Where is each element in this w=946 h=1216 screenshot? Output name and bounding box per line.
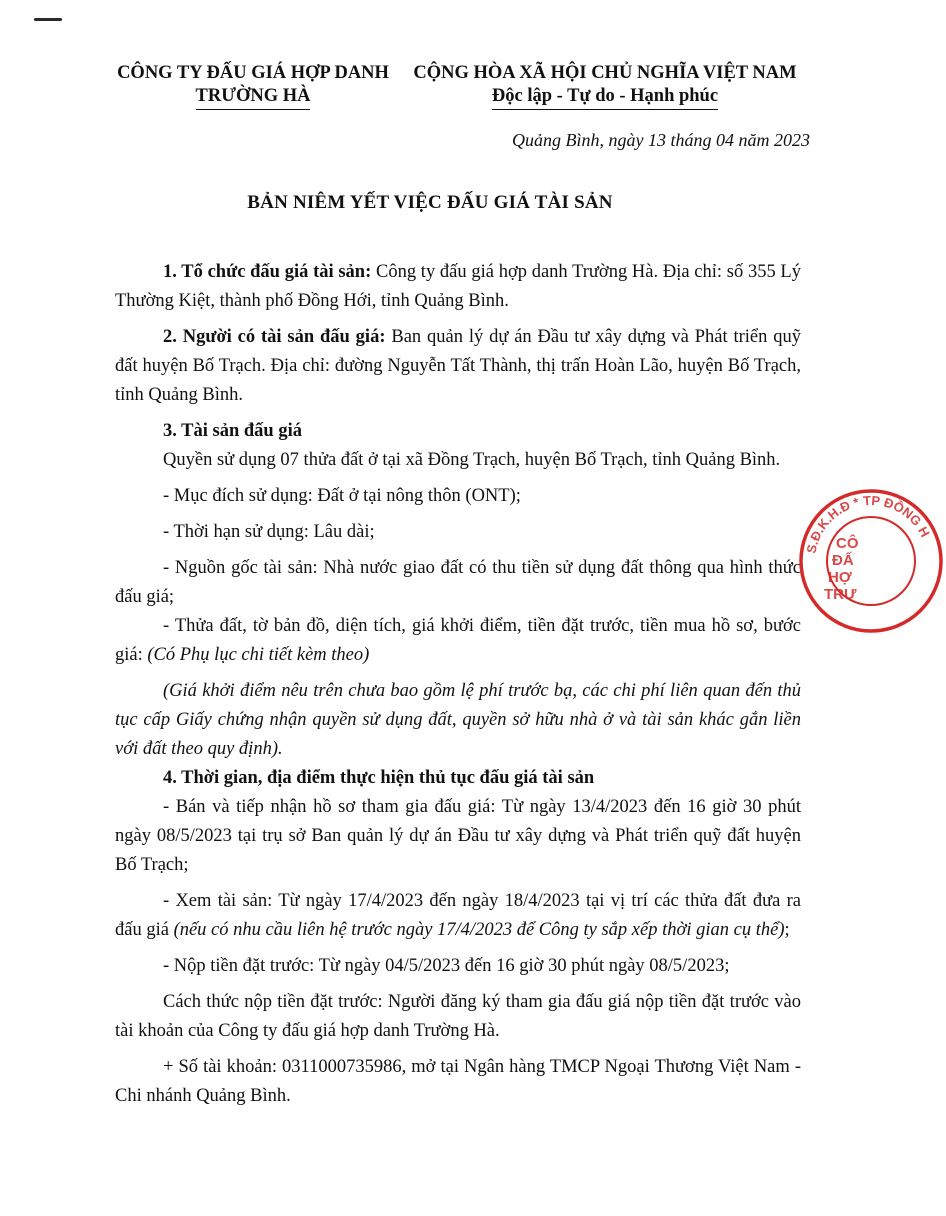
national-motto	[400, 62, 810, 110]
section-3-text: Quyền sử dụng 07 thửa đất ở tại xã Đồng Trạch, huyện Bố Trạch, tỉnh Quảng Bình.	[163, 450, 781, 470]
seal-outer-ring	[801, 491, 941, 631]
section-4-deposit: - Nộp tiền đặt trước: Từ ngày 04/5/2023 đến 16 giờ 30 phút ngày 08/5/2023;	[163, 956, 730, 976]
section-4-heading: 4. Thời gian, địa điểm thực hiện thủ tục đấu giá tài sản	[163, 768, 595, 788]
section-1-heading: 1. Tổ chức đấu giá tài sản:	[163, 262, 372, 282]
section-3-purpose: - Mục đích sử dụng: Đất ở tại nông thôn (ONT);	[163, 486, 521, 506]
company-seal	[796, 486, 946, 636]
seal-center-text: CÔ ĐẤ HỢ TRƯ	[824, 535, 859, 603]
section-4-account: + Số tài khoản: 0311000735986, mở tại Ngân hàng TMCP Ngoại Thương Việt Nam - Chi nhánh Quảng Bình.	[115, 1057, 801, 1106]
section-2-text: Ban quản lý dự án Đầu tư xây dựng và Phát triển quỹ đất huyện Bố Trạch. Địa chỉ: đường Nguyễn Tất Thành, thị trấn Hoàn Lão, huyện Bố Trạch, tỉnh Quảng Bình.	[115, 327, 801, 405]
nation-line-2: Độc lập - Tự do - Hạnh phúc	[492, 85, 718, 110]
section-3-details	[115, 612, 801, 670]
section-4-view-end: ;	[784, 920, 790, 940]
section-2	[115, 323, 801, 410]
seal-ring-text	[804, 493, 933, 555]
organization-name	[108, 62, 398, 110]
section-3-origin: - Nguồn gốc tài sản: Nhà nước giao đất có thu tiền sử dụng đất thông qua hình thức đấu giá;	[115, 558, 801, 607]
section-3-details-italic: (Có Phụ lục chi tiết kèm theo)	[147, 645, 370, 665]
org-line-1: CÔNG TY ĐẤU GIÁ HỢP DANH	[117, 63, 389, 83]
document-date: Quảng Bình, ngày 13 tháng 04 năm 2023	[512, 130, 810, 150]
section-4-view	[115, 887, 801, 945]
section-1	[115, 258, 801, 316]
section-3-term: - Thời hạn sử dụng: Lâu dài;	[163, 522, 375, 542]
section-4-view-text: - Xem tài sản: Từ ngày 17/4/2023 đến ngày 18/4/2023 tại vị trí các thửa đất đưa ra đấu giá	[115, 891, 801, 940]
org-line-2: TRƯỜNG HÀ	[196, 85, 311, 110]
document-title: BẢN NIÊM YẾT VIỆC ĐẤU GIÁ TÀI SẢN	[247, 192, 613, 213]
section-4-view-italic: (nếu có nhu cầu liên hệ trước ngày 17/4/2023 để Công ty sắp xếp thời gian cụ thể)	[173, 920, 785, 940]
section-3-details-text: - Thửa đất, tờ bản đồ, diện tích, giá khởi điểm, tiền đặt trước, tiền mua hồ sơ, bước giá:	[115, 616, 801, 665]
section-3-note: (Giá khởi điểm nêu trên chưa bao gồm lệ phí trước bạ, các chi phí liên quan đến thủ tục cấp Giấy chứng nhận quyền sử dụng đất, quyền sở hữu nhà ở và tài sản khác gắn liền với đất theo quy định).	[115, 681, 801, 759]
seal-ring-path: S.Đ.K.H.Đ * TP ĐỒNG H	[803, 492, 933, 555]
section-4-sale: - Bán và tiếp nhận hồ sơ tham gia đấu giá: Từ ngày 13/4/2023 đến 16 giờ 30 phút ngày 08/5/2023 tại trụ sở Ban quản lý dự án Đầu tư xây dựng và Phát triển quỹ đất huyện Bố Trạch;	[115, 797, 801, 875]
section-3-heading: 3. Tài sản đấu giá	[163, 421, 302, 441]
scan-mark	[34, 18, 62, 21]
document-header	[0, 62, 860, 122]
nation-line-1: CỘNG HÒA XÃ HỘI CHỦ NGHĨA VIỆT NAM	[413, 63, 797, 83]
section-1-text: Công ty đấu giá hợp danh Trường Hà. Địa chỉ: số 355 Lý Thường Kiệt, thành phố Đồng Hới, tỉnh Quảng Bình.	[115, 262, 801, 311]
document-body	[115, 258, 801, 1118]
section-2-heading: 2. Người có tài sản đấu giá:	[163, 327, 386, 347]
section-4-method: Cách thức nộp tiền đặt trước: Người đăng ký tham gia đấu giá nộp tiền đặt trước vào tài khoản của Công ty đấu giá hợp danh Trường Hà.	[115, 992, 801, 1041]
